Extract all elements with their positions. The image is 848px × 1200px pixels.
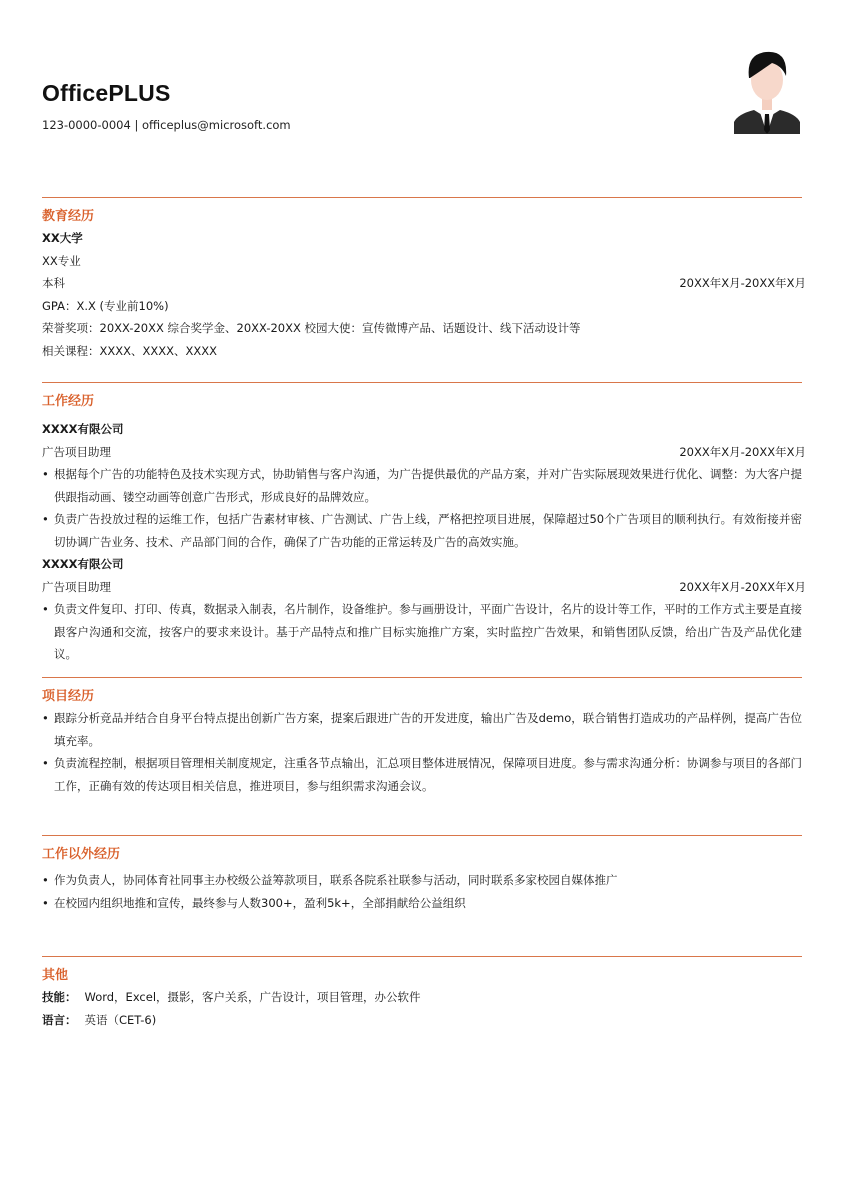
courses: 相关课程：XXXX、XXXX、XXXX (42, 343, 218, 358)
role-row (42, 441, 806, 464)
projects-section (42, 677, 802, 797)
list-item: • 跟踪分析竞品并结合自身平台特点提出创新广告方案，提案后跟进广告的开发进度，输出广告及demo，联合销售打造成功的产品样例，提高广告位填充率。 (42, 707, 802, 752)
honors: 荣誉奖项：20XX-20XX 综合奖学金、20XX-20XX 校园大使：宣传微博产品、话题设计、线下活动设计等 (42, 321, 581, 335)
section-title-work: 工作经历 (42, 394, 95, 409)
major: XX专业 (42, 253, 81, 268)
job-period: 20XX年X月-20XX年X月 (679, 579, 806, 594)
role: 广告项目助理 (42, 444, 111, 459)
list-item: • 作为负责人，协同体育社同事主办校级公益筹款项目，联系各院系社联参与活动，同时联系多家校园自媒体推广 (42, 869, 802, 892)
section-divider (42, 197, 802, 198)
section-title-education: 教育经历 (42, 209, 95, 224)
degree-row (42, 272, 806, 295)
section-divider (42, 382, 802, 383)
list-item: • 负责流程控制，根据项目管理相关制度规定，注重各节点输出，汇总项目整体进展情况，保障项目进度。参与需求沟通分析：协调参与项目的各部门工作，正确有效的传达项目相关信息，推进项目，参与组织需求沟通会议。 (42, 752, 802, 797)
language-row (42, 1009, 802, 1032)
list-item: • 负责广告投放过程的运维工作，包括广告素材审核、广告测试、广告上线，严格把控项目进展，保障超过50个广告项目的顺利执行。有效衔接并密切协调广告业务、技术、产品部门间的合作，确保了广告功能的正常运转及广告的高效实施。 (42, 508, 802, 553)
list-item: • 在校园内组织地推和宣传，最终参与人数300+，盈利5k+，全部捐献给公益组织 (42, 892, 802, 915)
company-name: XXXX有限公司 (42, 557, 124, 571)
avatar (732, 44, 802, 134)
list-item: • 根据每个广告的功能特色及技术实现方式，协助销售与客户沟通，为广告提供最优的产品方案，并对广告实际展现效果进行优化、调整：为大客户提供跟指动画、镂空动画等创意广告形式，形成良好的品牌效应。 (42, 463, 802, 508)
gpa: GPA：X.X (专业前10%) (42, 298, 169, 313)
section-title-projects: 项目经历 (42, 689, 95, 704)
section-title-other: 其他 (42, 968, 69, 983)
skills-row (42, 986, 802, 1009)
contact-info: 123-0000-0004 | officeplus@microsoft.com (42, 118, 291, 132)
skills-label: 技能： (42, 990, 77, 1004)
section-divider (42, 835, 802, 836)
other-section (42, 956, 802, 1031)
language-label: 语言： (42, 1012, 77, 1027)
skills-value: Word，Excel，摄影，客户关系，广告设计，项目管理，办公软件 (84, 990, 421, 1004)
degree: 本科 (42, 276, 65, 290)
section-divider (42, 956, 802, 957)
role: 广告项目助理 (42, 579, 111, 594)
education-section (42, 197, 806, 362)
role-row (42, 576, 806, 599)
extra-section (42, 835, 802, 914)
company-name: XXXX有限公司 (42, 422, 124, 436)
education-period: 20XX年X月-20XX年X月 (679, 276, 806, 290)
section-divider (42, 677, 802, 678)
school-name: XX大学 (42, 231, 83, 245)
candidate-name: OfficePLUS (42, 80, 171, 106)
language-value: 英语（CET-6) (84, 1012, 157, 1027)
job-period: 20XX年X月-20XX年X月 (679, 444, 806, 459)
section-title-extra: 工作以外经历 (42, 847, 121, 862)
work-section (42, 382, 806, 666)
list-item: • 负责文件复印、打印、传真，数据录入制表，名片制作，设备维护。参与画册设计，平面广告设计，名片的设计等工作，平时的工作方式主要是直接跟客户沟通和交流，按客户的要求来设计。基于产品特点和推广目标实施推广方案，实时监控广告效果，和销售团队反馈，给出广告及产品优化建议。 (42, 598, 802, 666)
